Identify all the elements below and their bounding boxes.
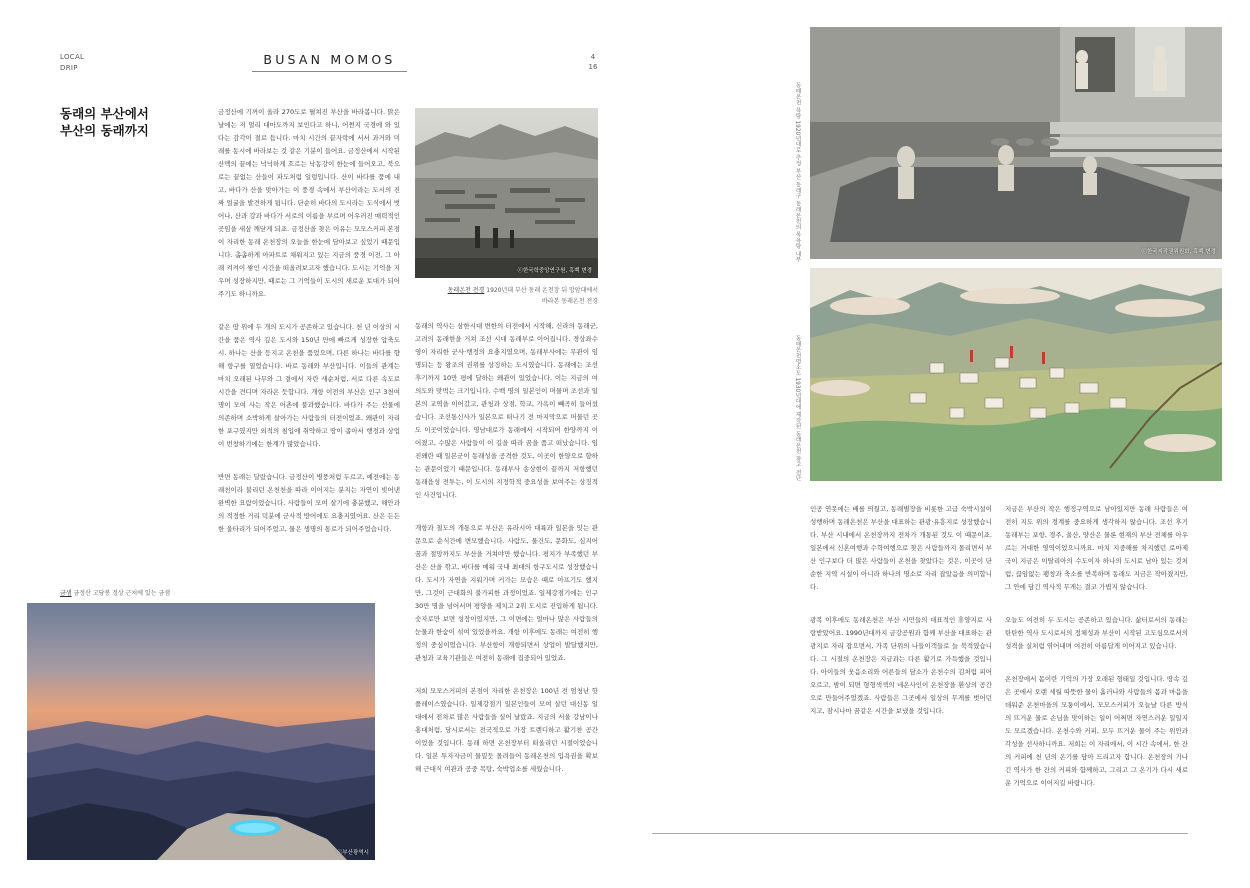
- paragraph: 온천장에서 몸이란 기억의 가장 오래된 형태일 것입니다. 땅속 깊은 곳에서 오랜 세월 따뜻한 물이 흘러나와 사람들의 몸과 마음을 데워준 온천마을의 모퉁이에서, 모모스커피가 오늘날 다른 방식의 뜨거운 물로 손님을 맞이하는 일이 어쩌면 자연스러운 일일지도 모르겠습니다. 온천수와 커피, 모두 뜨거운 물이 주는 위안과 각성을 선사하니까요. 저희는 이 자리에서, 이 시간 속에서, 한 잔의 커피에 천 년의 온기를 담아 드리고자 합니다. 온천장의 기나긴 역사가 한 잔의 커피와 함께하고, 그리고 그 온기가 다시 새로운 기억으로 이어지길 바랍니다.: [1005, 675, 1188, 787]
- photo-credit: ⓒ한국학중앙연구원, 흑백 변경: [517, 268, 592, 274]
- page-total: 16: [588, 63, 598, 71]
- title-line1: 동래의 부산에서: [60, 106, 149, 121]
- magazine-brand: BUSAN MOMOS: [263, 52, 396, 67]
- article-title: [60, 105, 180, 139]
- old-bathhouse-photo: [810, 27, 1222, 259]
- bath-vertical-caption: 동래온천 욕탕 1920년대로 추정 부산 동래구 동래온천의 목욕탕 내부: [794, 82, 800, 263]
- paragraph: 지금은 부산의 작은 행정구역으로 남아있지만 동래 사람들은 여전히 지도 위의 경계를 중요하게 생각하지 않습니다. 조선 후기 동래부는 포항, 경주, 울산, 양산은 물론 현재의 부산 전체를 아우르는 거대한 영역이었으니까요. 마치 지중해를 차지했던 로마제국이 지금은 이탈리아의 수도이자 하나의 도시로 남아 있는 것처럼, 끊임없는 팽창과 축소를 반복하며 동래도 지금은 작아졌지만, 그 안에 담긴 역사적 무게는 결코 가볍지 않습니다.: [1005, 505, 1188, 591]
- body-column-2: [415, 320, 598, 789]
- map-vertical-caption: 동래온천명소도 1930년대에 제작된 동래온천 광고 전단: [794, 335, 800, 481]
- body-column-3: [810, 503, 992, 731]
- photo-credit: ⓒ한국지작권위원회, 흑백 변경: [1141, 249, 1216, 255]
- page-current: 4: [590, 53, 596, 61]
- sunset-photo-graphic: [27, 603, 375, 860]
- section-label: [60, 52, 84, 74]
- paragraph: 인공 연못에는 배를 띄웠고, 동래별장을 비롯한 고급 숙박시설이 성행하며 동래온천은 부산을 대표하는 관광·유흥지로 성장했습니다. 부산 시내에서 온천장까지 전차가 개통된 것도 이 때문이죠. 일본에서 신혼여행과 수학여행으로 찾은 사람들까지 몰리면서 부산 인구보다 더 많은 사람들이 온천을 찾았다는 것은, 이곳이 단순한 지역 시설이 아니라 하나의 명소로 자리 잡았음을 의미합니다.: [810, 505, 992, 591]
- paragraph: 저희 모모스커피의 본점이 자리한 온천장은 100년 전 엄청난 핫플레이스였습니다. 일제강점기 일본인들이 모여 살던 대신동 일대에서 전차로 많은 사람들을 실어 날랐죠. 지금의 서울 강남이나 홍대처럼, 당시로서는 전국적으로 가장 트렌디하고 활기찬 공간이었을 것입니다. 동래 하면 온천장부터 떠올리던 시절이었습니다. 일본 투자자금이 물밀듯 몰려들어 동래온천의 입욕권을 확보해 근대식 여관과 공중 목탕, 숙박업소를 세웠습니다.: [415, 687, 598, 773]
- illustrated-map-graphic: [810, 268, 1222, 481]
- old-photo-onsen-panorama: [415, 108, 598, 278]
- paragraph: 개항과 철도의 개통으로 부산은 유라시아 대륙과 일본을 잇는 관문으로 순식간에 변모했습니다. 사람도, 물건도, 문화도, 심지어 꿈과 절망까지도 부산을 거쳐야만 했습니다. 평지가 부족했던 부산은 산을 깎고, 바다를 메워 국내 최대의 항구도시로 성장했습니다. 도시가 자연을 지워가며 커가는 모습은 때로 아프기도 했지만, 그것이 근대화의 불가피한 과정이었죠. 일제강점기에는 인구 30만 명을 넘어서며 평양을 제치고 2위 도시로 진입하게 됩니다. 숫자로만 보면 성장이었지만, 그 이면에는 얼마나 많은 사람들의 눈물과 한숨이 섞여 있었을까요. 개항 이후에도 동래는 여전히 행정의 중심이었습니다. 부산항이 개항되면서 상업이 발달했지만, 관청과 교육기관들은 여전히 동래에 집중되어 있었죠.: [415, 524, 598, 662]
- body-column-4: [1005, 503, 1188, 803]
- footer-rule: [652, 833, 1188, 834]
- paragraph: 광복 이후에도 동래온천은 부산 시민들의 대표적인 휴양지로 사랑받았어요. 1990년대까지 금강공원과 함께 부산을 대표하는 관광지로 자리 잡으면서, 가족 단위의 나들이객들로 늘 북적였습니다. 그 시절의 온천장은 지금과는 다른 활기로 가득했을 것입니다. 아이들의 웃음소리와 어른들의 담소가 온천수의 김처럼 피어오르고, 밤이 되면 형형색색의 네온사인이 온천장을 환상의 공간으로 만들어주었겠죠. 사람들은 그곳에서 일상의 무게를 벗어던지고, 잠시나마 꿈같은 시간을 보냈을 것입니다.: [810, 616, 992, 715]
- section-label-line1: LOCAL: [60, 53, 85, 61]
- onsen-illustrated-map: [810, 268, 1222, 481]
- paragraph: 같은 땅 위에 두 개의 도시가 공존하고 있습니다. 천 년 이상의 시간을 품은 역사 깊은 도시와 150년 만에 빠르게 성장한 압축도시. 하나는 산을 등지고 온천을 품었으며, 다른 하나는 바다를 향해 항구를 열었습니다. 바로 동래와 부산입니다. 이들의 관계는 마치 오래된 나무와 그 곁에서 자란 새순처럼, 서로 다른 속도로 시간을 견디며 자라온 듯합니다. 개항 이전의 부산은 인구 3천여 명이 모여 사는 작은 어촌에 불과했습니다. 바다가 주는 선물에 의존하며 소박하게 살아가는 사람들의 터전이었죠. 왜관이 자리한 포구였지만 외적의 침입에 취약하고 땅이 좁아서 행정과 상업이 번창하기에는 한계가 많았습니다.: [218, 323, 400, 448]
- old-photo-caption: [415, 285, 598, 307]
- caption-text: 금정산 고당봉 정상 근처에 있는 금샘: [73, 590, 170, 597]
- sunset-mountain-photo: [27, 603, 375, 860]
- title-line2: 부산의 동래까지: [60, 123, 149, 138]
- paragraph: 금정산에 기꺼이 올라 270도로 펼쳐진 부산을 바라봅니다. 맑은 날에는 저 멀리 대마도까지 보인다고 하니, 어쩐지 국경에 와 있다는 감각이 절로 듭니다. 마치 시간의 끝자락에 서서 과거와 미래를 동시에 바라보는 것 같은 기분이 들어요. 금정산에서 시작된 산맥의 끝에는 넉넉하게 흐르는 낙동강이 한눈에 들어오고, 북으로는 끝없는 산들이 파도처럼 일렁입니다. 산이 바다를 품에 내고, 바다가 산을 맞아가는 이 풍경 속에서 부산이라는 도시의 진짜 얼굴을 발견하게 됩니다. 단순히 바다의 도시라는 도식에서 벗어나, 산과 강과 바다가 서로의 이름을 부르며 어우러진 매력적인 곳임을 새삼 깨닫게 되죠. 금정산을 찾은 이유는 모모스커피 본점이 자리한 동래 온천장의 오늘을 한눈에 담아보고 싶었기 때문입니다. 촘촘하게 아파트로 채워지고 있는 지금의 풍경 이전, 그 아래 켜켜이 쌓인 시간을 떠올려보고자 했습니다. 도시는 기억을 지우며 성장하지만, 때로는 그 기억들이 도시의 새로운 토대가 되어주기도 하니까요.: [218, 108, 400, 298]
- body-column-1: [218, 106, 400, 549]
- bathhouse-graphic: [810, 27, 1222, 259]
- caption-title: 동래온천 전경: [447, 287, 485, 294]
- brand-underline: [252, 71, 407, 72]
- paragraph: 동래의 역사는 삼한시대 변한의 터전에서 시작해, 신라의 동래군, 고려의 동래현을 거쳐 조선 시대 동래부로 이어집니다. 경상좌수영이 자리한 군사·행정의 요충지였으며, 동래부사에는 무관이 임명되는 등 왕조의 권위를 상징하는 도시였습니다. 동래에는 조선 후기까지 10만 평에 달하는 왜관이 있었습니다. 이는 지금의 여의도와 맞먹는 크기입니다. 수백 명의 일본인이 머물며 조선과 일본의 교역을 이어갔고, 관청과 상점, 학교, 가옥이 빼곡히 들어섰습니다. 조선통신사가 일본으로 떠나기 전 마지막으로 머물던 곳도 이곳이었습니다. 영남대로가 동래에서 시작되어 한양까지 이어졌고, 수많은 사람들이 이 길을 따라 꿈을 품고 떠났습니다. 임진왜란 때 일본군이 동래성을 공격한 것도, 이곳이 한양으로 향하는 관문이었기 때문입니다. 동래부사 송상현이 끝까지 저항했던 동래읍성 전투는, 이 도시의 지정학적 중요성을 보여주는 상징적인 사건입니다.: [415, 322, 598, 499]
- old-photo-graphic: [415, 108, 598, 278]
- caption-title: 금샘: [60, 590, 72, 597]
- caption-text: 1920년대 부산 동래 온천장 뒤 망암대에서: [486, 287, 598, 294]
- page-number: [585, 52, 601, 72]
- paragraph: 오늘도 여전히 두 도시는 공존하고 있습니다. 삶터로서의 동래는 탄탄한 역사 도시로서의 정체성과 부산이 시작된 고도심으로서의 성격을 실처럼 엮어내며 여전히 아름답게 이어지고 있습니다.: [1005, 616, 1188, 650]
- paragraph: 반면 동래는 달랐습니다. 금정산이 병풍처럼 두르고, 예전에는 동래천이라 불리던 온천천을 따라 이어지는 분지는 자연이 빚어낸 완벽한 요람이었습니다. 사람들이 모여 살기에 충분했고, 해안과의 적정한 거리 덕분에 군사적 방어에도 요충지였어요. 산은 든든한 울타리가 되어주었고, 물은 생명의 통로가 되어주었습니다.: [218, 473, 400, 533]
- section-label-line2: DRIP: [60, 64, 78, 72]
- sunset-caption: [60, 588, 376, 599]
- photo-credit: ⓒ부산광역시: [336, 850, 369, 856]
- caption-text-2: 바라본 동래온천 전경: [542, 298, 598, 305]
